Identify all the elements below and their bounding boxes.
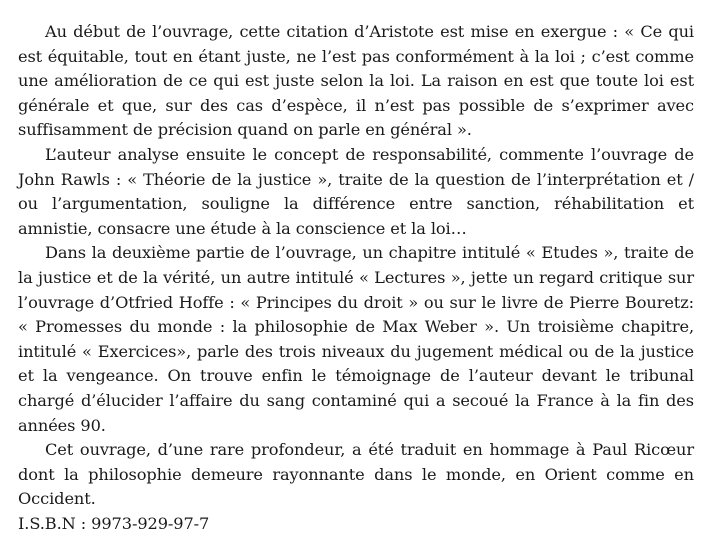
document-body	[18, 20, 694, 536]
paragraph-aristote-quote: Au début de l’ouvrage, cette citation d’Aristote est mise en exergue : « Ce qui est équitable, tout en étant juste, ne l’est pas conformément à la loi ; c’est comme une amélioration de ce qui est juste selon la loi. La raison en est que toute loi est générale et que, sur des cas d’espèce, il n’est pas possible de s’exprimer avec suffisamment de précision quand on parle en général ».	[18, 22, 694, 140]
isbn-line: I.S.B.N : 9973-929-97-7	[18, 513, 210, 533]
paragraph-responsibility: L’auteur analyse ensuite le concept de responsabilité, commente l’ouvrage de John Rawls : « Théorie de la justice », traite de la question de l’interprétation et / ou l’argumentation, souligne la différence entre sanction, réhabilitation et amnistie, consacre une étude à la conscience et la loi…	[18, 144, 694, 238]
paragraph-tribute: Cet ouvrage, d’une rare profondeur, a été traduit en hommage à Paul Ricœur dont la philosophie demeure rayonnante dans le monde, en Orient comme en Occident.	[18, 440, 694, 509]
paragraph-second-part: Dans la deuxième partie de l’ouvrage, un chapitre intitulé « Etudes », traite de la justice et de la vérité, un autre intitulé « Lectures », jette un regard critique sur l’ouvrage d’Otfried Hoffe : « Principes du droit » ou sur le livre de Pierre Bouretz: « Promesses du monde : la philosophie de Max Weber ». Un troisième chapitre, intitulé « Exercices», parle des trois niveaux du jugement médical ou de la justice et la vengeance. On trouve enfin le témoignage de l’auteur devant le tribunal chargé d’élucider l’affaire du sang contaminé qui a secoué la France à la fin des années 90.	[18, 243, 694, 435]
